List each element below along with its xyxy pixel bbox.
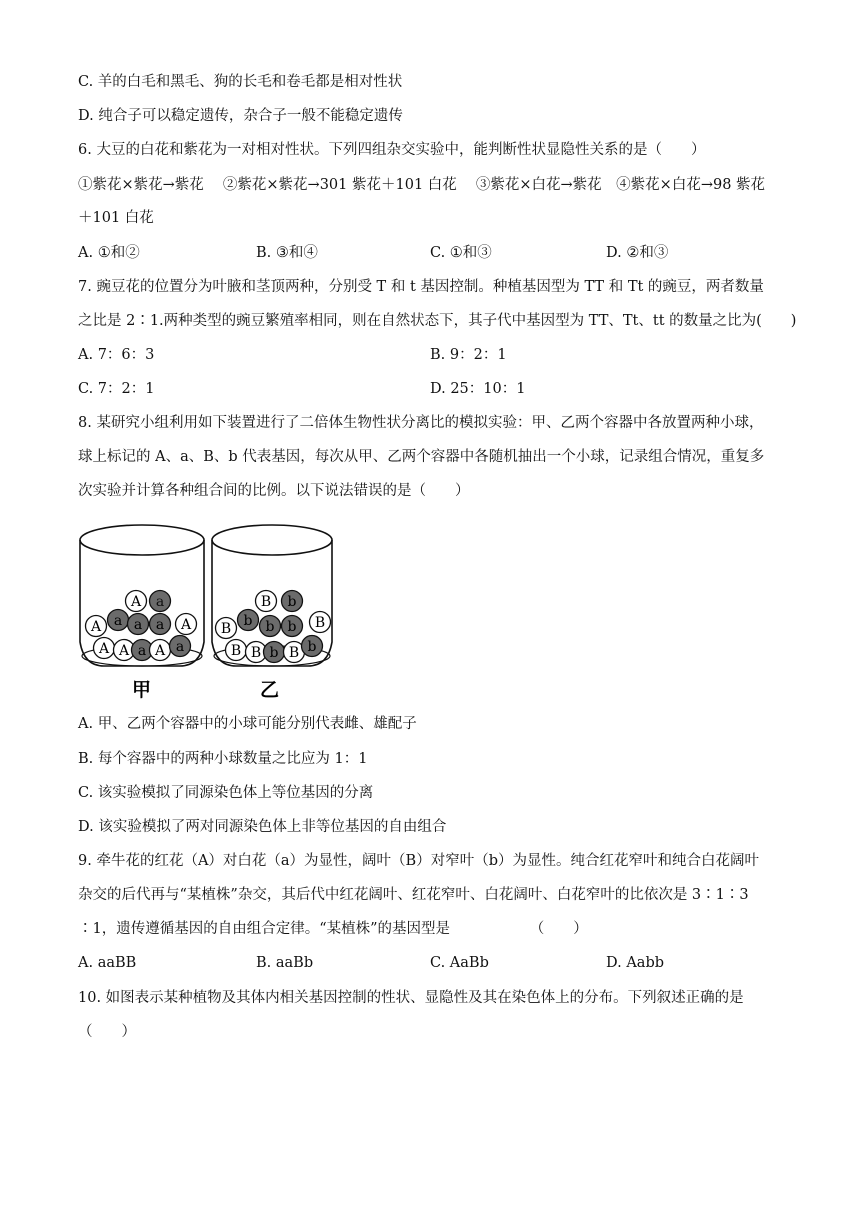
q6-option-d: D. ②和③ [606, 245, 669, 261]
q9-option-b: B. aaBb [256, 955, 314, 971]
ball-a: a [137, 643, 147, 659]
ball-a: a [133, 617, 143, 633]
q6-option-c: C. ①和③ [430, 245, 492, 261]
q7-stem-line2: 之比是 2∶1.两种类型的豌豆繁殖率相同，则在自然状态下，其子代中基因型为 TT、Tt、tt 的数量之比为( ) [78, 313, 797, 329]
ball-b: b [243, 613, 253, 629]
q7-stem-line1: 7. 豌豆花的位置分为叶腋和茎顶两种，分别受 T 和 t 基因控制。种植基因型为 TT 和 Tt 的豌豆，两者数量 [78, 279, 764, 295]
ball-A: A [180, 617, 192, 633]
label-jia: 甲 [132, 679, 152, 701]
q9-option-c: C. AaBb [430, 955, 489, 971]
q8-option-d: D. 该实验模拟了两对同源染色体上非等位基因的自由组合 [78, 819, 447, 835]
q7-option-c: C. 7：2：1 [78, 381, 155, 397]
ball-B: B [260, 594, 272, 610]
ball-a: a [113, 613, 123, 629]
ball-b: b [307, 639, 317, 655]
q7-option-a: A. 7：6：3 [78, 347, 155, 363]
q6-items-line1: ①紫花×紫花→紫花 ②紫花×紫花→301 紫花＋101 白花 ③紫花×白花→紫花 ④紫花×白花→98 紫花 [78, 177, 766, 193]
q9-option-d: D. Aabb [606, 955, 665, 971]
q8-stem-line3: 次实验并计算各种组合间的比例。以下说法错误的是（ ） [78, 483, 470, 499]
ball-a: a [175, 639, 185, 655]
q6-option-a: A. ①和② [78, 245, 140, 261]
ball-A: A [118, 643, 130, 659]
balls-jia [86, 591, 197, 661]
ball-A: A [130, 594, 142, 610]
q8-option-b: B. 每个容器中的两种小球数量之比应为 1：1 [78, 751, 368, 767]
ball-B: B [230, 643, 242, 659]
ball-b: b [265, 619, 275, 635]
ball-B: B [250, 645, 262, 661]
q6-items-line2: ＋101 白花 [78, 210, 154, 226]
q7-option-d: D. 25：10：1 [430, 381, 526, 397]
q8-stem-line2: 球上标记的 A、a、B、b 代表基因，每次从甲、乙两个容器中各随机抽出一个小球，记录组合情况，重复多 [78, 449, 765, 465]
q9-stem-line2: 杂交的后代再与“某植株”杂交，其后代中红花阔叶、红花窄叶、白花阔叶、白花窄叶的比依次是 3∶1∶3 [78, 887, 749, 903]
balls-yi [216, 591, 331, 663]
ball-A: A [154, 643, 166, 659]
ball-a: a [155, 617, 165, 633]
ball-B: B [288, 645, 300, 661]
ball-A: A [90, 619, 102, 635]
ball-b: b [287, 619, 297, 635]
q9-stem-line1: 9. 牵牛花的红花（A）对白花（a）为显性，阔叶（B）对窄叶（b）为显性。纯合红花窄叶和纯合白花阔叶 [78, 853, 759, 869]
q8-stem-line1: 8. 某研究小组利用如下装置进行了二倍体生物性状分离比的模拟实验：甲、乙两个容器中各放置两种小球， [78, 415, 764, 431]
q10-stem-line2: （ ） [78, 1024, 136, 1040]
q5-option-c: C. 羊的白毛和黑毛、狗的长毛和卷毛都是相对性状 [78, 74, 403, 90]
q8-option-c: C. 该实验模拟了同源染色体上等位基因的分离 [78, 785, 374, 801]
q6-option-b: B. ③和④ [256, 245, 318, 261]
q8-option-a: A. 甲、乙两个容器中的小球可能分别代表雌、雄配子 [78, 716, 417, 732]
q5-option-d: D. 纯合子可以稳定遗传，杂合子一般不能稳定遗传 [78, 108, 403, 124]
q9-stem-line3: ∶1，遗传遵循基因的自由组合定律。“某植株”的基因型是 （ ） [78, 921, 588, 937]
q10-stem-line1: 10. 如图表示某种植物及其体内相关基因控制的性状、显隐性及其在染色体上的分布。下列叙述正确的是 [78, 990, 744, 1006]
ball-b: b [287, 594, 297, 610]
label-yi: 乙 [260, 679, 280, 701]
q6-stem: 6. 大豆的白花和紫花为一对相对性状。下列四组杂交实验中，能判断性状显隐性关系的是（ ） [78, 142, 706, 158]
ball-B: B [220, 621, 232, 637]
q9-option-a: A. aaBB [78, 955, 137, 971]
ball-b: b [269, 645, 279, 661]
q7-option-b: B. 9：2：1 [430, 347, 507, 363]
ball-B: B [314, 615, 326, 631]
ball-a: a [155, 594, 165, 610]
containers-figure [74, 516, 344, 706]
ball-A: A [98, 641, 110, 657]
